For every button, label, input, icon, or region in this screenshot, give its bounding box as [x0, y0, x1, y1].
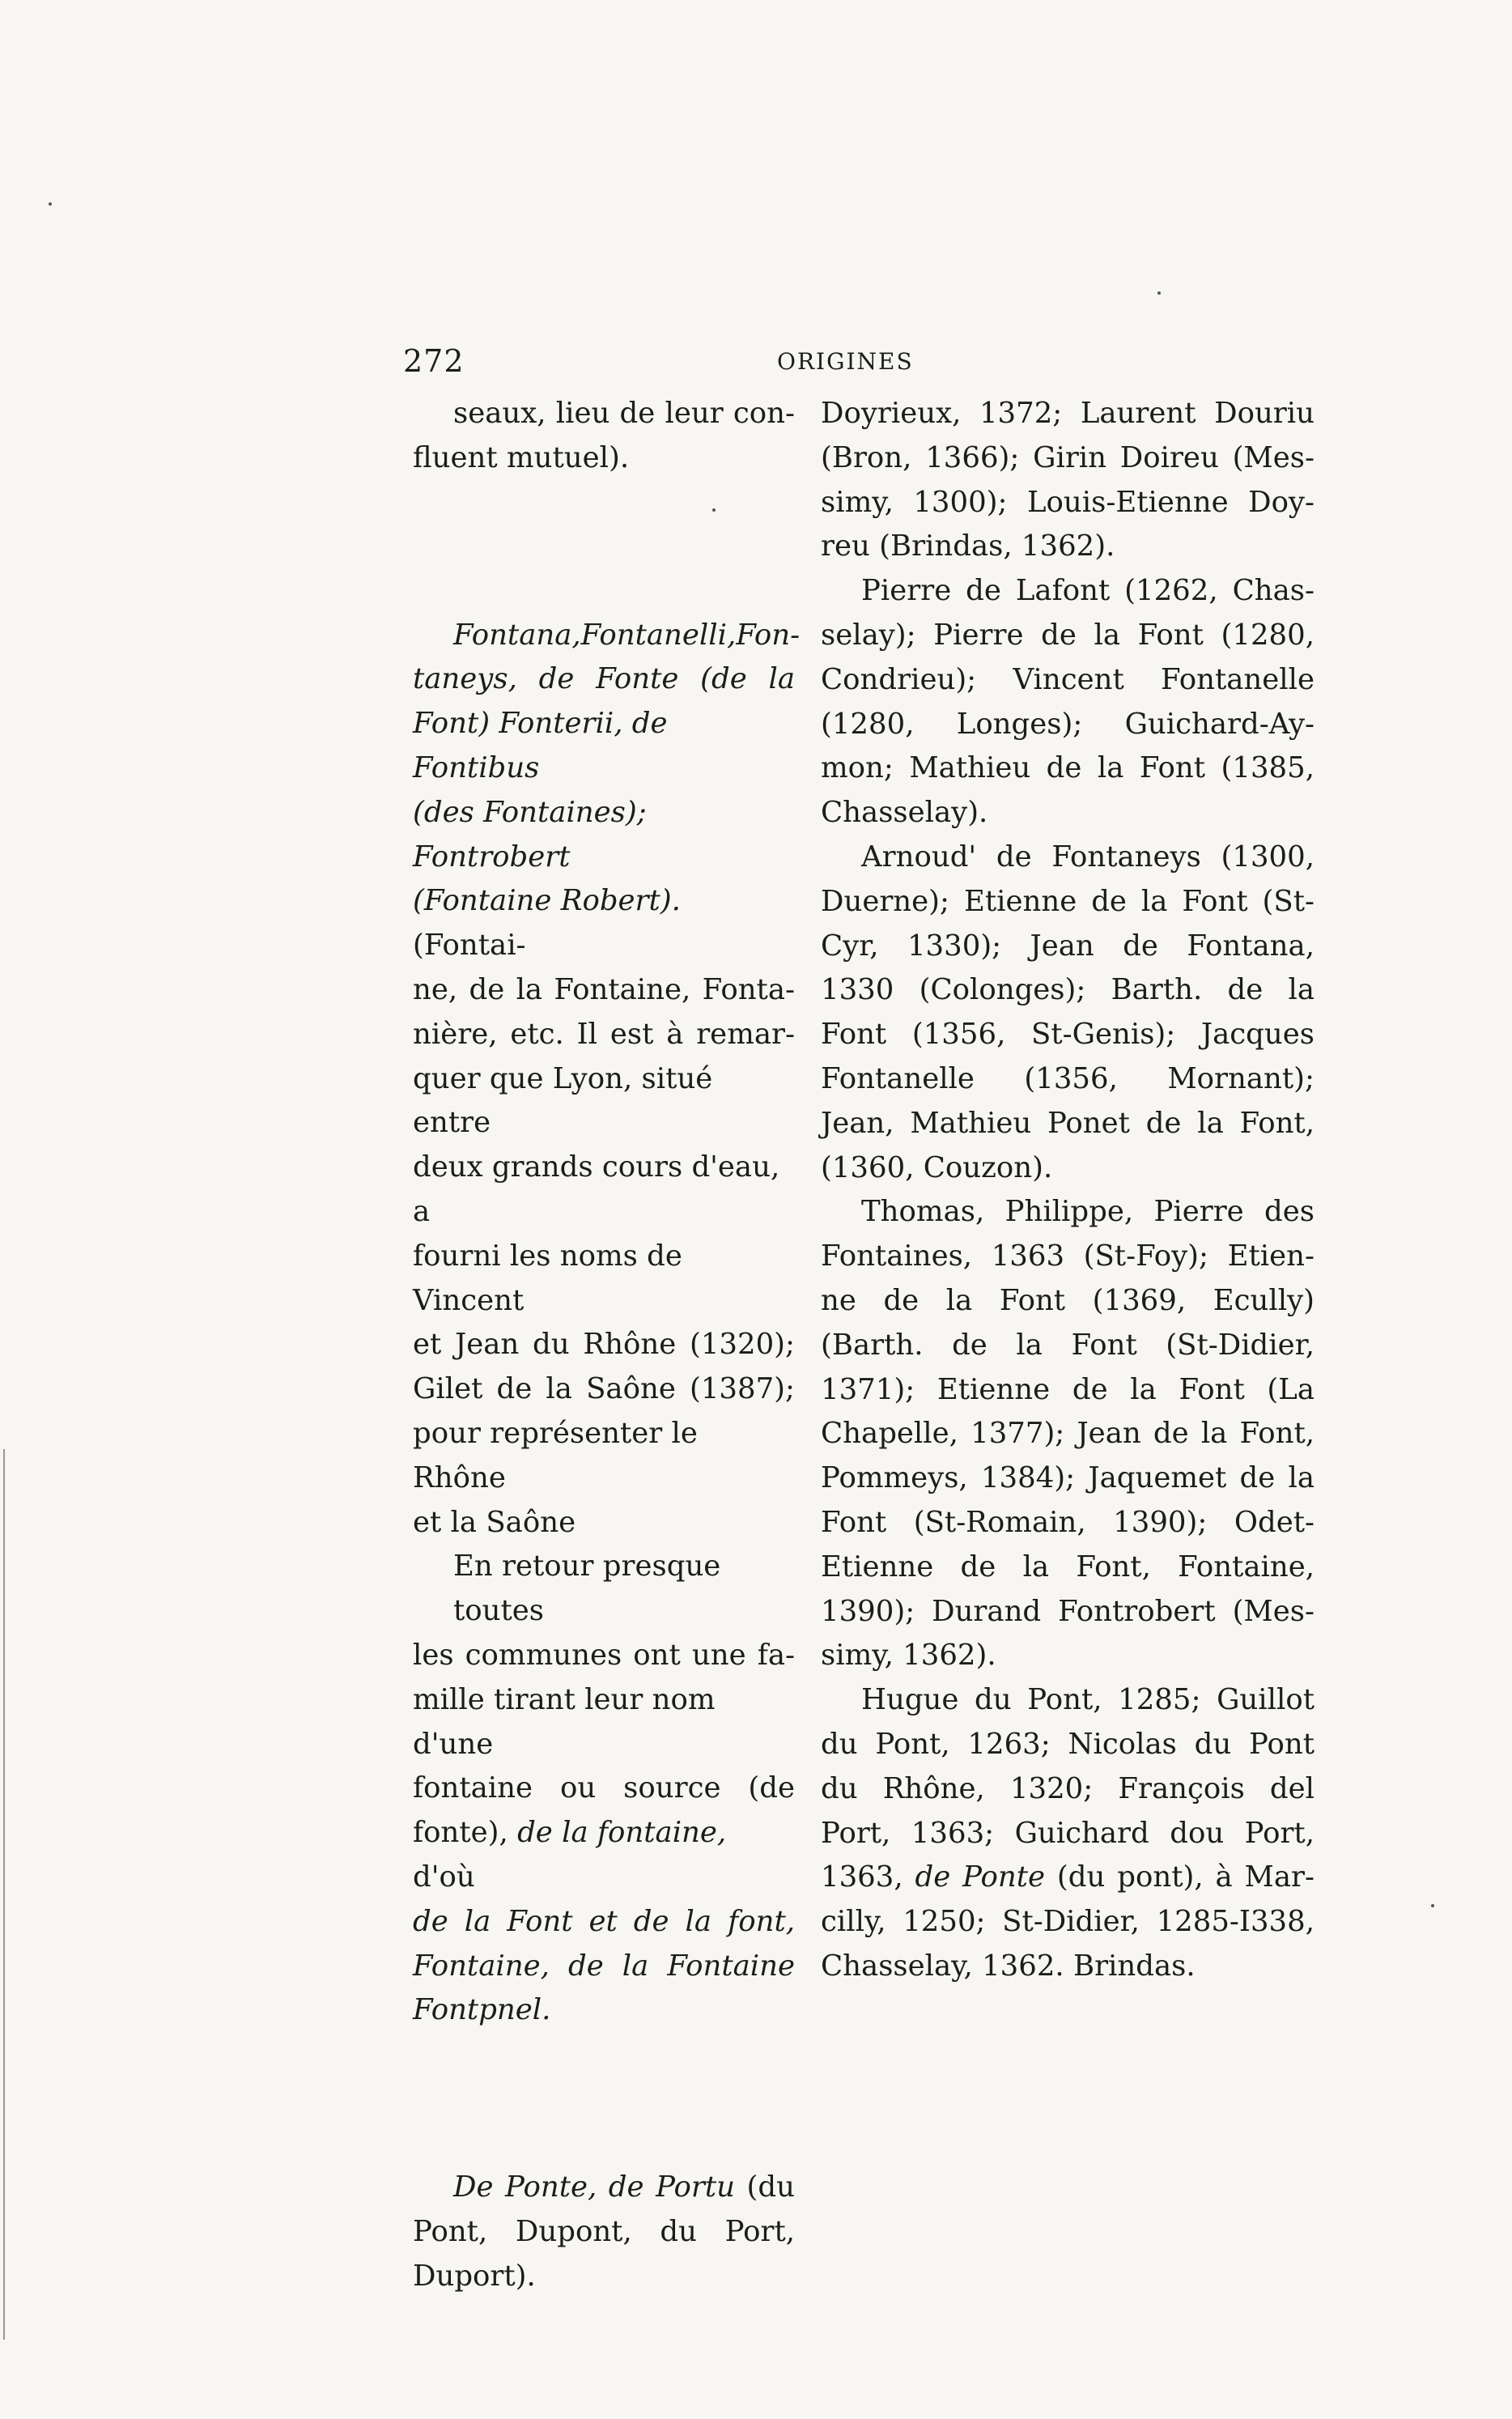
text-line — [821, 1368, 1315, 1413]
text-run: Hugue du Pont, 1285; Guillot — [861, 1683, 1315, 1717]
text-line — [413, 1811, 795, 1900]
text-line — [413, 1900, 795, 1945]
scan-speck — [1431, 1904, 1434, 1907]
text-line — [413, 1146, 795, 1235]
text-run: simy, 1362). — [821, 1639, 996, 1673]
text-run: (Bron, 1366); Girin Doireu (Mes- — [821, 440, 1315, 474]
text-run: mille tirant leur nom d'une — [413, 1682, 716, 1761]
text-run: (Fontai- — [413, 929, 526, 963]
text-run: 1363, — [821, 1860, 915, 1894]
text-line — [413, 1501, 795, 1545]
text-line — [821, 880, 1315, 925]
text-line — [821, 1412, 1315, 1456]
text-line — [821, 525, 1315, 569]
text-run: Duport). — [413, 2259, 536, 2293]
text-run: Pierre de Lafont (1262, Chas- — [861, 574, 1315, 608]
scan-speck — [1157, 291, 1161, 295]
text-run: Arnoud' de Fontaneys (1300, — [861, 840, 1315, 874]
left-paragraph-3 — [413, 1545, 795, 2033]
text-line — [821, 968, 1315, 1013]
text-run: deux grands cours d'eau, a — [413, 1150, 780, 1228]
italic-text: de la Font et de la font, — [413, 1904, 795, 1938]
text-run: ne, de la Fontaine, Fonta- — [413, 972, 795, 1006]
text-run: 1330 (Colonges); Barth. de la — [821, 973, 1315, 1007]
text-line — [413, 436, 795, 481]
text-run: d'où — [413, 1860, 475, 1894]
text-line — [413, 1945, 795, 1989]
text-line — [821, 835, 1315, 880]
text-line — [413, 791, 795, 880]
text-line — [821, 658, 1315, 703]
text-line — [821, 1545, 1315, 1590]
text-run: Doyrieux, 1372; Laurent Douriu — [821, 397, 1315, 430]
text-line — [413, 1235, 795, 1324]
text-line — [413, 392, 795, 436]
text-line — [821, 1456, 1315, 1501]
italic-text: de la fontaine, — [517, 1816, 727, 1850]
text-line — [413, 614, 801, 658]
text-line — [821, 569, 1315, 614]
text-line — [413, 1545, 795, 1634]
text-line — [821, 1102, 1315, 1146]
text-run: Etienne de la Font, Fontaine, — [821, 1550, 1315, 1584]
text-line — [821, 703, 1315, 747]
text-line — [821, 1279, 1315, 1324]
text-line — [821, 1856, 1315, 1900]
text-run: Fontaines, 1363 (St-Foy); Etien- — [821, 1239, 1315, 1273]
right-paragraph-2 — [821, 569, 1315, 835]
text-line — [821, 1235, 1315, 1279]
text-run: Pont, Dupont, du Port, — [413, 2214, 795, 2248]
text-run: Condrieu); Vincent Fontanelle — [821, 662, 1315, 696]
text-line — [413, 1057, 795, 1146]
italic-text: (des Fontaines); Fontrobert — [413, 795, 647, 874]
text-line — [413, 2166, 795, 2210]
text-line — [821, 925, 1315, 969]
right-paragraph-3 — [821, 835, 1315, 1190]
text-line — [413, 1412, 795, 1501]
text-run: cilly, 1250; St-Didier, 1285-I338, — [821, 1905, 1315, 1939]
left-paragraph-2 — [413, 614, 801, 1545]
text-run: (1360, Couzon). — [821, 1150, 1053, 1184]
text-run: (Barth. de la Font (St-Didier, — [821, 1328, 1315, 1362]
scan-speck — [49, 202, 52, 206]
text-run: les communes ont une fa- — [413, 1638, 795, 1672]
text-line — [821, 1678, 1315, 1723]
text-run: Duerne); Etienne de la Font (St- — [821, 884, 1315, 918]
text-run: Font (1356, St-Genis); Jacques — [821, 1018, 1315, 1052]
text-run: simy, 1300); Louis-Etienne Doy- — [821, 485, 1315, 519]
left-paragraph-1 — [413, 392, 795, 481]
text-run: mon; Mathieu de la Font (1385, — [821, 751, 1315, 785]
text-line — [413, 1367, 795, 1412]
text-run: reu (Brindas, 1362). — [821, 529, 1115, 563]
text-line — [413, 1678, 795, 1767]
text-run: (1280, Longes); Guichard-Ay- — [821, 707, 1315, 741]
text-run: Chasselay, 1362. Brindas. — [821, 1949, 1196, 1983]
text-run: Gilet de la Saône (1387); — [413, 1372, 795, 1406]
text-line — [413, 2210, 795, 2255]
scan-speck — [712, 508, 716, 512]
text-line — [413, 1988, 795, 2033]
text-line — [821, 1013, 1315, 1057]
text-line — [821, 1767, 1315, 1812]
text-line — [413, 2255, 795, 2299]
text-run: (du — [735, 2170, 795, 2204]
text-line — [821, 614, 1315, 658]
text-run: (du pont), à Mar- — [1045, 1860, 1315, 1894]
text-run: nière, etc. Il est à remar- — [413, 1017, 795, 1051]
text-run: fontaine ou source (de — [413, 1771, 795, 1805]
text-run: Pommeys, 1384); Jaquemet de la — [821, 1461, 1315, 1495]
text-line — [821, 1501, 1315, 1545]
text-run: pour représenter le Rhône — [413, 1416, 698, 1494]
text-line — [821, 1057, 1315, 1102]
text-line — [821, 1634, 1315, 1678]
text-line — [821, 1812, 1315, 1856]
text-run: Jean, Mathieu Ponet de la Font, — [821, 1106, 1315, 1140]
text-run: et la Saône — [413, 1505, 576, 1539]
text-line — [413, 1634, 795, 1678]
text-run: En retour presque toutes — [453, 1550, 721, 1628]
text-line — [821, 392, 1315, 436]
italic-text: Fontana,Fontanelli,Fon- — [453, 618, 801, 652]
italic-text: (Fontaine Robert). — [413, 884, 681, 918]
running-head: ORIGINES — [777, 348, 914, 375]
text-run: Chapelle, 1377); Jean de la Font, — [821, 1417, 1315, 1451]
text-run: Cyr, 1330); Jean de Fontana, — [821, 929, 1315, 963]
text-line — [821, 1590, 1315, 1635]
text-run: quer que Lyon, situé entre — [413, 1061, 713, 1140]
text-line — [413, 1013, 795, 1057]
right-column — [821, 392, 1315, 1989]
italic-text: Fontpnel. — [413, 1993, 551, 2027]
italic-text: taneys, de Fonte (de la — [413, 662, 795, 696]
text-line — [821, 1945, 1315, 1989]
text-line — [413, 657, 795, 702]
text-line — [413, 968, 795, 1013]
italic-text: Fontaine, de la Fontaine — [413, 1949, 795, 1983]
text-line — [821, 1900, 1315, 1945]
text-line — [413, 1766, 795, 1811]
text-run: du Rhône, 1320; François del — [821, 1771, 1315, 1805]
text-line — [821, 1324, 1315, 1368]
text-line — [413, 879, 795, 968]
text-run: Thomas, Philippe, Pierre des — [861, 1195, 1315, 1229]
italic-text: de Ponte — [915, 1860, 1046, 1894]
text-run: seaux, lieu de leur con- — [453, 397, 795, 430]
text-run: Chasselay). — [821, 796, 988, 830]
italic-text: Font) Fonterii, de Fontibus — [413, 707, 668, 784]
text-run: fonte), — [413, 1816, 518, 1850]
text-line — [821, 1146, 1315, 1191]
text-line — [413, 702, 795, 791]
left-column — [413, 392, 801, 2298]
text-run: Fontanelle (1356, Mornant); — [821, 1061, 1315, 1095]
text-line — [413, 1323, 795, 1367]
scan-margin-edge — [3, 1449, 5, 2340]
text-line — [821, 436, 1315, 481]
text-line — [821, 481, 1315, 525]
text-run: ne de la Font (1369, Ecully) — [821, 1283, 1315, 1317]
text-run: 1390); Durand Fontrobert (Mes- — [821, 1594, 1315, 1628]
right-paragraph-5 — [821, 1678, 1315, 1989]
right-paragraph-1 — [821, 392, 1315, 569]
left-paragraph-4 — [413, 2166, 795, 2298]
text-run: Port, 1363; Guichard dou Port, — [821, 1816, 1315, 1850]
page-number: 272 — [403, 343, 465, 379]
text-run: et Jean du Rhône (1320); — [413, 1328, 795, 1362]
text-run: Font (St-Romain, 1390); Odet- — [821, 1505, 1315, 1539]
right-paragraph-4 — [821, 1190, 1315, 1678]
text-run: 1371); Etienne de la Font (La — [821, 1372, 1315, 1406]
text-run: du Pont, 1263; Nicolas du Pont — [821, 1727, 1315, 1761]
text-run: fluent mutuel). — [413, 440, 630, 474]
text-line — [821, 1190, 1315, 1235]
text-line — [821, 746, 1315, 791]
text-line — [821, 791, 1315, 835]
text-line — [821, 1723, 1315, 1767]
italic-text: De Ponte, de Portu — [453, 2170, 735, 2204]
text-run: fourni les noms de Vincent — [413, 1239, 682, 1317]
text-run: selay); Pierre de la Font (1280, — [821, 618, 1315, 652]
